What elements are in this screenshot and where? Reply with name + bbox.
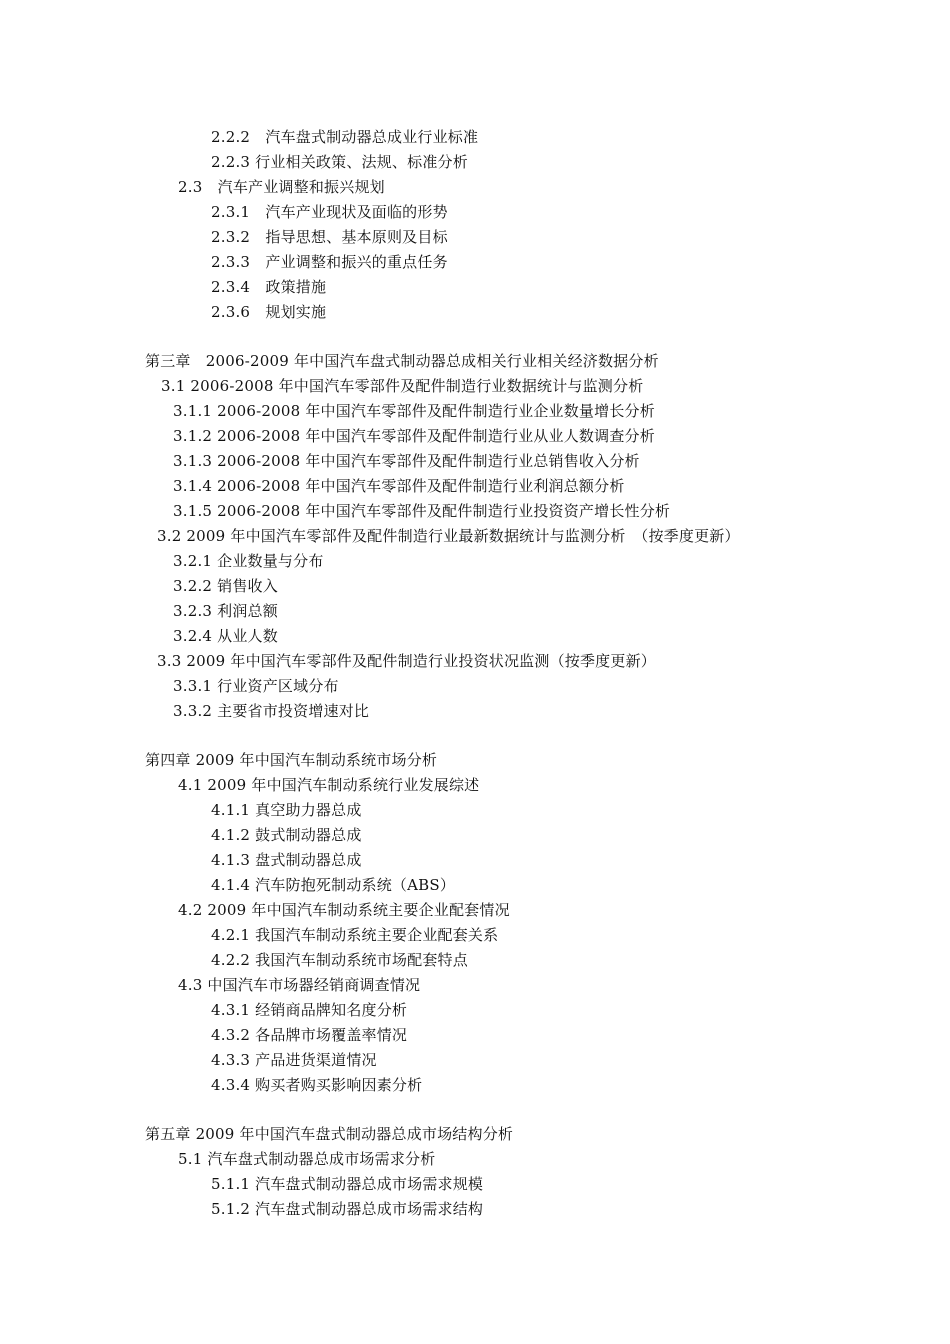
- toc-entry-3-1-4: 3.1.4 2006-2008 年中国汽车零部件及配件制造行业利润总额分析: [173, 477, 625, 495]
- toc-entry-4-3-3: 4.3.3 产品进货渠道情况: [211, 1051, 377, 1069]
- toc-entry-5-1: 5.1 汽车盘式制动器总成市场需求分析: [178, 1150, 436, 1168]
- toc-entry-3-1: 3.1 2006-2008 年中国汽车零部件及配件制造行业数据统计与监测分析: [161, 377, 644, 395]
- toc-entry-4-1-2: 4.1.2 鼓式制动器总成: [211, 826, 362, 844]
- toc-entry-4-2: 4.2 2009 年中国汽车制动系统主要企业配套情况: [178, 901, 510, 919]
- toc-entry-5-1-2: 5.1.2 汽车盘式制动器总成市场需求结构: [211, 1200, 484, 1218]
- toc-entry-4-3-2: 4.3.2 各品牌市场覆盖率情况: [211, 1026, 408, 1044]
- toc-entry-2-3-4: 2.3.4 政策措施: [211, 278, 327, 296]
- toc-entry-2-3: 2.3 汽车产业调整和振兴规划: [178, 178, 385, 196]
- toc-entry-2-3-2: 2.3.2 指导思想、基本原则及目标: [211, 228, 448, 246]
- toc-entry-3-3: 3.3 2009 年中国汽车零部件及配件制造行业投资状况监测（按季度更新）: [157, 652, 656, 670]
- toc-entry-4-2-1: 4.2.1 我国汽车制动系统主要企业配套关系: [211, 926, 499, 944]
- toc-entry-5-1-1: 5.1.1 汽车盘式制动器总成市场需求规模: [211, 1175, 484, 1193]
- toc-entry-3-3-2: 3.3.2 主要省市投资增速对比: [173, 702, 370, 720]
- toc-entry-3-2-2: 3.2.2 销售收入: [173, 577, 278, 595]
- toc-entry-2-2-3: 2.2.3 行业相关政策、法规、标准分析: [211, 153, 468, 171]
- toc-entry-2-3-1: 2.3.1 汽车产业现状及面临的形势: [211, 203, 448, 221]
- toc-entry-3-1-1: 3.1.1 2006-2008 年中国汽车零部件及配件制造行业企业数量增长分析: [173, 402, 655, 420]
- toc-entry-4-3: 4.3 中国汽车市场器经销商调查情况: [178, 976, 421, 994]
- toc-entry-3-1-2: 3.1.2 2006-2008 年中国汽车零部件及配件制造行业从业人数调查分析: [173, 427, 655, 445]
- toc-entry-4-2-2: 4.2.2 我国汽车制动系统市场配套特点: [211, 951, 468, 969]
- toc-entry-3-1-3: 3.1.3 2006-2008 年中国汽车零部件及配件制造行业总销售收入分析: [173, 452, 640, 470]
- toc-entry-4-3-4: 4.3.4 购买者购买影响因素分析: [211, 1076, 423, 1094]
- toc-entry-4-1-1: 4.1.1 真空助力器总成: [211, 801, 362, 819]
- toc-chapter-3: 第三章 2006-2009 年中国汽车盘式制动器总成相关行业相关经济数据分析: [145, 352, 659, 370]
- toc-chapter-4: 第四章 2009 年中国汽车制动系统市场分析: [145, 751, 438, 769]
- toc-entry-3-3-1: 3.3.1 行业资产区域分布: [173, 677, 339, 695]
- toc-entry-2-3-3: 2.3.3 产业调整和振兴的重点任务: [211, 253, 448, 271]
- toc-entry-2-3-6: 2.3.6 规划实施: [211, 303, 327, 321]
- toc-entry-3-2-3: 3.2.3 利润总额: [173, 602, 278, 620]
- toc-entry-4-1-3: 4.1.3 盘式制动器总成: [211, 851, 362, 869]
- toc-entry-2-2-2: 2.2.2 汽车盘式制动器总成业行业标准: [211, 128, 479, 146]
- toc-entry-3-2-1: 3.2.1 企业数量与分布: [173, 552, 324, 570]
- toc-entry-4-1-4: 4.1.4 汽车防抱死制动系统（ABS）: [211, 876, 456, 894]
- toc-entry-4-3-1: 4.3.1 经销商品牌知名度分析: [211, 1001, 408, 1019]
- toc-entry-3-1-5: 3.1.5 2006-2008 年中国汽车零部件及配件制造行业投资资产增长性分析: [173, 502, 671, 520]
- toc-chapter-5: 第五章 2009 年中国汽车盘式制动器总成市场结构分析: [145, 1125, 514, 1143]
- toc-entry-4-1: 4.1 2009 年中国汽车制动系统行业发展综述: [178, 776, 480, 794]
- toc-entry-3-2-4: 3.2.4 从业人数: [173, 627, 278, 645]
- toc-entry-3-2: 3.2 2009 年中国汽车零部件及配件制造行业最新数据统计与监测分析 （按季度更新）: [157, 527, 740, 545]
